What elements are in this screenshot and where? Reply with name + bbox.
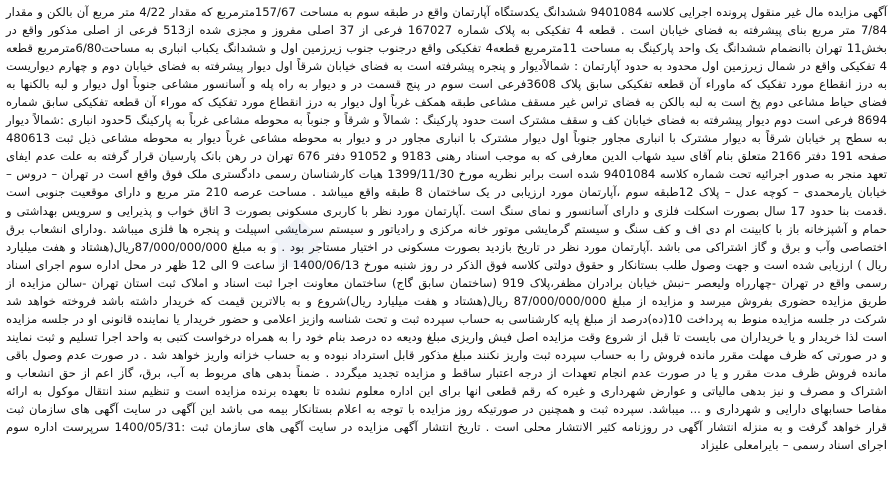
notice-body-text: آگهی مزایده مال غیر منقول پرونده اجرایی کلاسه 9401084 ششدانگ یکدستگاه آپارتمان واقع در طبقه سوم به مساحت 157/67مترمربع که مقدار 4/22 متر مربع آن بالکن و مقدار 7/84 متر مربع بنای پیشرفته به فضای خیابان است . قطعه 4 تفکیکی به پلاک شماره 167027 فرعی از 37 اصلی مفروز و مجزی شده از513 فرعی از اصلی مذکور واقع در بخش11 تهران باانضمام ششدانگ یک واحد پارکینگ به مساحت 11مترمربع قطعه4 تفکیکی واقع درجنوب جنوب زیرزمین اول و ششدانگ یکباب انباری به مساحت6/80مترمربع قطعه 4 تفکیکی واقع در شمال زیرزمین اول محدود به حدود آپارتمان : شمالاًدیوار و پنجره پیشرفته است به فضای خیابان شرقاً اول دیوار پیشرفته به فضای خیابان دوم و چهارم دیواریست به درز انقطاع مورد تفکیک که ماوراء آن قطعه تفکیکی سابق پلاک 3608فرعی است سوم در پنج قسمت در و دیوار به راه پله و آسانسور مشاعی جنوباً اول دیوار و لبه بالکنها به فضای حیاط مشاعی دوم پخ است به لبه بالکن به فضای تراس غیر مسقف مشاعی طبقه همکف غرباً اول دیوار به درز انقطاع مورد تفکیک که موراء آن قطعه تفکیکی سابق شماره 8694 فرعی است دوم دیوار پیشرفته به فضای خیابان کف و سقف مشترک است حدود پارکینگ : شمالاً و شرقاً و جنوباً به محوطه مشاعی غرباً به پارکینگ 5حدود انباری :شمالاً دیوار به سطح پر خیابان شرقاً به دیوار مشترک با انباری مجاور جنوباً اول دیوار مشترک با انباری مجاور در و دیوار به محوطه مشاعی غرباً دیوار به محوطه مشاعی ذیل ثبت 480613 صفحه 191 دفتر 2166 متعلق بنام آقای سید شهاب الدین معارفی که به موجب اسناد رهنی 9183 و 91052 دفتر 676 تهران در رهن بانک پارسیان قرار گرفته به علت عدم ایفای تعهد منجر به صدور اجرائیه تحت شماره کلاسه 9401084 شده است برابر نظریه مورخ 1399/11/30 هیات کارشناسان رسمی دادگستری ملک فوق واقع است در تهران – دروس – خیابان یارمحمدی – کوچه عدل – پلاک 12طبقه سوم ،آپارتمان مورد ارزیابی در یک ساختمان 8 طبقه واقع میباشد . مساحت عرصه 210 متر مربع و دارای موقعیت جنوبی است .قدمت بنا حدود 17 سال بصورت اسکلت فلزی و دارای آسانسور و نمای سنگ است .آپارتمان مورد نظر با کاربری مسکونی بصورت 3 اتاق خواب و پذیرایی و سرویس بهداشتی و حمام و آشپزخانه باز با کابینت ام دی اف و کف سنگ و سیستم گرمایشی موتور خانه مرکزی و رادیاتور و سیستم سرمایشی اسپیلت و پنجره ها فلزی میباشد .ودارای انشعاب برق اختصاصی وآب و برق و گاز اشتراکی می باشد .آپارتمان مورد نظر در تاریخ بازدید بصورت مسکونی در اختیار مستاجر بود . و به مبلغ 87/000/000/000ریال(هشتاد و هفت میلیارد ریال ) ارزیابی شده است و جهت وصول طلب بستانکار و حقوق دولتی کلاسه فوق الذکر در روز شنبه مورخ 1400/06/13 از ساعت 9 الی 12 ظهر در محل اداره سوم اجرای اسناد رسمی واقع در تهران -چهارراه ولیعصر –نبش خیابان برادران مظفر،پلاک 919 (ساختمان سابق گاج) ساختمان معاونت اجرا ثبت اسناد و املاک ثبت استان تهران -سالن مزایده از طریق مزایده حضوری بفروش میرسد و مزایده از مبلغ 87/000/000/000 ریال(هشتاد و هفت میلیارد ریال)شروع و به بالاترین قیمت که خریدار داشته باشد فروخته خواهد شد شرکت در جلسه مزایده منوط به پرداخت 10(ده)درصد از مبلغ پایه کارشناسی به حساب سپرده ثبت و تحت شناسه وازیز اعلامی و حضور خریدار یا نماینده قانونی او در جلسه مزایده است لذا خریدار و یا خریداران می بایست تا قبل از شروع وقت مزایده اصل فیش واریزی مبلغ ودیعه ده درصد بنام خود را به همراه درخواست کتبی به واحد اجرا تسلیم و ثبت نمایند و در صورتی که ظرف مهلت مقرر مانده فروش را به حساب سپرده ثبت واریز نکنند مبلغ مذکور قابل استرداد نبوده و به حساب خزانه واریز خواهد شد . در صورت عدم وصول باقی مانده فروش ظرف مدت مقرر و یا در صورت عدم انجام تعهدات از درجه اعتبار ساقط و مزایده تجدید میگردد . ضمناً بدهی های مربوط به آب، برق، گاز اعم از حق انشعاب و اشتراک و مصرف و نیز بدهی مالیاتی و عوارض شهرداری و غیره که رقم قطعی انها برای این اداره معلوم نشده تا بعهده برنده مزایده است و تنظیم سند انتقال موکول به ارائه مفاصا حسابهای دارایی و شهرداری و ... میباشد. سپرده ثبت و همچنین در صورتیکه روز مزایده با توجه به اعلام بستانکار بیمه می باشد این آگهی در سایت آگهی های سازمان ثبت قرار خواهد گرفت و به منزله انتشار آگهی در روزنامه کثیر الانتشار محلی است . تاریخ انتشار آگهی مزایده در سایت آگهی های سازمان ثبت :1400/05/31 سرپرست اداره سوم اجرای اسناد رسمی – بایرامعلی علیزاد (6, 5, 888, 453)
